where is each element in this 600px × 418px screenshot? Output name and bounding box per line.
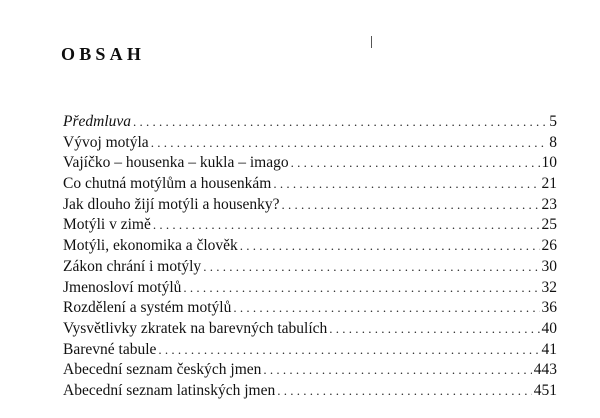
leader-dots <box>273 174 539 195</box>
leader-dots <box>277 381 532 402</box>
toc-entry-page: 10 <box>541 154 557 172</box>
leader-dots <box>233 298 539 319</box>
toc-entry-title: Jmenosloví motýlů <box>63 278 182 296</box>
toc-entry[interactable] <box>63 195 557 216</box>
toc-entry[interactable] <box>63 112 557 133</box>
leader-dots <box>151 133 545 154</box>
toc-entry[interactable] <box>63 174 557 195</box>
toc-entry[interactable] <box>63 340 557 361</box>
page-title: OBSAH <box>61 44 146 64</box>
toc-entry-page: 23 <box>541 195 557 213</box>
toc-entry-page: 25 <box>541 216 557 234</box>
toc-entry[interactable] <box>63 360 557 381</box>
toc-entry-title: Motýli, ekonomika a člověk <box>63 237 238 255</box>
leader-dots <box>282 195 540 216</box>
toc-entry-page: 32 <box>541 278 557 296</box>
leader-dots <box>133 112 545 133</box>
toc-entry-page: 26 <box>541 237 557 255</box>
scan-mark <box>371 36 372 48</box>
toc-entry-title: Abecední seznam českých jmen <box>63 361 262 379</box>
toc-entry-title: Barevné tabule <box>63 340 157 358</box>
toc-entry-title: Vývoj motýla <box>63 133 149 151</box>
leader-dots <box>291 153 540 174</box>
toc-entry-title: Rozdělení a systém motýlů <box>63 299 232 317</box>
toc-entry-page: 8 <box>549 133 557 151</box>
toc-entry-page: 40 <box>541 319 557 337</box>
toc-entry[interactable] <box>63 298 557 319</box>
table-of-contents <box>63 112 557 402</box>
toc-entry[interactable] <box>63 236 557 257</box>
toc-entry-title: Vajíčko – housenka – kukla – imago <box>63 154 289 172</box>
leader-dots <box>153 215 540 236</box>
leader-dots <box>263 360 531 381</box>
leader-dots <box>203 257 539 278</box>
leader-dots <box>183 278 539 299</box>
toc-entry-page: 443 <box>533 361 557 379</box>
toc-entry[interactable] <box>63 319 557 340</box>
toc-entry[interactable] <box>63 381 557 402</box>
toc-entry-title: Předmluva <box>63 113 132 130</box>
leader-dots <box>240 236 540 257</box>
toc-entry[interactable] <box>63 278 557 299</box>
toc-entry[interactable] <box>63 153 557 174</box>
toc-entry[interactable] <box>63 215 557 236</box>
toc-entry-title: Motýli v zimě <box>63 216 151 234</box>
leader-dots <box>329 319 539 340</box>
toc-entry-title: Co chutná motýlům a housenkám <box>63 175 272 193</box>
toc-entry-title: Zákon chrání i motýly <box>63 257 202 275</box>
toc-entry-page: 21 <box>541 175 557 193</box>
toc-entry-title: Abecední seznam latinských jmen <box>63 381 276 399</box>
toc-entry-page: 5 <box>549 113 557 130</box>
toc-entry-page: 41 <box>541 340 557 358</box>
toc-entry[interactable] <box>63 133 557 154</box>
toc-entry-page: 451 <box>533 381 557 399</box>
toc-entry-page: 30 <box>541 257 557 275</box>
toc-entry-page: 36 <box>541 299 557 317</box>
toc-entry-title: Jak dlouho žijí motýli a housenky? <box>63 195 280 213</box>
leader-dots <box>158 340 539 361</box>
toc-entry[interactable] <box>63 257 557 278</box>
toc-entry-title: Vysvětlivky zkratek na barevných tabulích <box>63 319 328 337</box>
